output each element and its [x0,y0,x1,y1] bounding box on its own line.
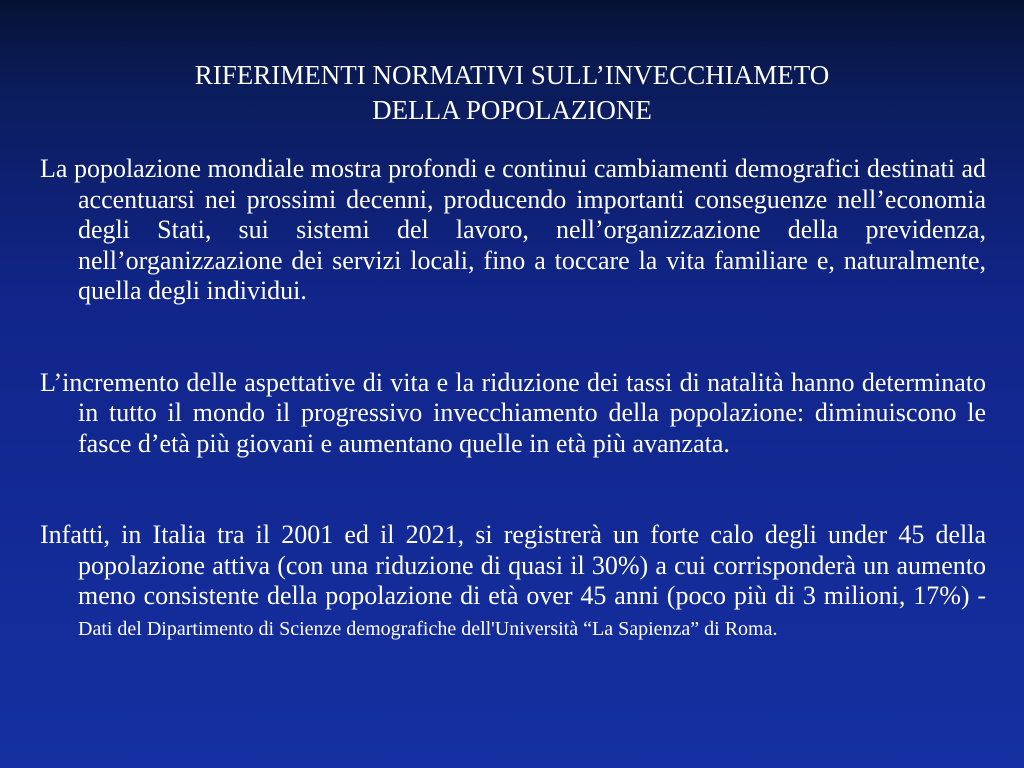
slide-body [40,154,986,644]
slide-title [40,58,984,128]
slide-title-line-1: RIFERIMENTI NORMATIVI SULL’INVECCHIAMETO [194,60,830,90]
paragraph-italy-text: Infatti, in Italia tra il 2001 ed il 2021, si registrerà un forte calo degli under 45 della popolazione attiva (con una riduzione di quasi il 30%) a cui corrisponderà un aumento meno consistente della popolazione di età over 45 anni (poco più di 3 milioni, 17%) - [40,520,986,610]
source-citation: Dati del Dipartimento di Scienze demografiche dell'Università “La Sapienza” di Roma. [78,617,778,640]
slide-title-line-2: DELLA POPOLAZIONE [372,95,652,125]
paragraph-life-expectancy: L’incremento delle aspettative di vita e la riduzione dei tassi di natalità hanno determinato in tutto il mondo il progressivo invecchiamento della popolazione: diminuiscono le fasce d’età più giovani e aumentano quelle in età più avanzata. [40,367,986,458]
paragraph-italy-statistics [40,520,986,644]
paragraph-world-population: La popolazione mondiale mostra profondi e continui cambiamenti demografici destinati ad accentuarsi nei prossimi decenni, producendo importanti conseguenze nell’economia degli Stati, sui sistemi del lavoro, nell’organizzazione della previdenza, nell’organizzazione dei servizi locali, fino a toccare la vita familiare e, naturalmente, quella degli individui. [40,154,986,305]
